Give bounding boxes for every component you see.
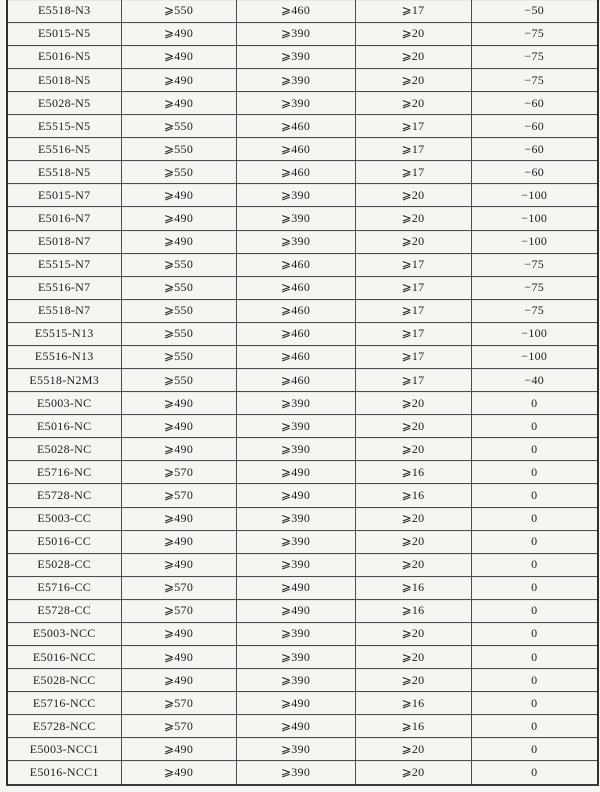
table-row [7, 484, 598, 507]
value-cell: ⩾460 [236, 299, 355, 322]
table-row [7, 22, 598, 45]
value-cell: ⩾17 [355, 322, 471, 345]
value-cell: 0 [471, 484, 598, 507]
designation-cell: E5518-N2M3 [7, 369, 121, 392]
table-row [7, 715, 598, 738]
value-cell: ⩾20 [355, 438, 471, 461]
designation-cell: E5016-N5 [7, 45, 121, 68]
value-cell: ⩾570 [121, 484, 236, 507]
table-row [7, 692, 598, 715]
value-cell: ⩾490 [121, 645, 236, 668]
value-cell: ⩾460 [236, 345, 355, 368]
value-cell: −75 [471, 69, 598, 92]
value-cell: ⩾550 [121, 253, 236, 276]
value-cell: ⩾490 [121, 507, 236, 530]
value-cell: ⩾17 [355, 138, 471, 161]
designation-cell: E5003-NCC [7, 622, 121, 645]
table-row [7, 392, 598, 415]
value-cell: ⩾570 [121, 599, 236, 622]
value-cell: ⩾550 [121, 369, 236, 392]
designation-cell: E5515-N7 [7, 253, 121, 276]
value-cell: −60 [471, 92, 598, 115]
value-cell: ⩾17 [355, 369, 471, 392]
designation-cell: E5728-NC [7, 484, 121, 507]
value-cell: ⩾17 [355, 161, 471, 184]
designation-cell: E5016-NCC [7, 645, 121, 668]
value-cell: −40 [471, 369, 598, 392]
designation-cell: E5518-N3 [7, 0, 121, 22]
table-row [7, 322, 598, 345]
value-cell: ⩾20 [355, 738, 471, 761]
designation-cell: E5016-N7 [7, 207, 121, 230]
table-row [7, 738, 598, 761]
table-row [7, 345, 598, 368]
value-cell: −60 [471, 161, 598, 184]
value-cell: ⩾17 [355, 115, 471, 138]
value-cell: ⩾390 [236, 438, 355, 461]
table-row [7, 45, 598, 68]
value-cell: ⩾490 [236, 461, 355, 484]
designation-cell: E5003-NC [7, 392, 121, 415]
value-cell: ⩾20 [355, 69, 471, 92]
value-cell: ⩾460 [236, 0, 355, 22]
value-cell: ⩾17 [355, 299, 471, 322]
designation-cell: E5003-CC [7, 507, 121, 530]
value-cell: ⩾20 [355, 645, 471, 668]
table-row [7, 761, 598, 785]
value-cell: ⩾550 [121, 276, 236, 299]
designation-cell: E5028-CC [7, 553, 121, 576]
table-row [7, 276, 598, 299]
designation-cell: E5728-CC [7, 599, 121, 622]
value-cell: 0 [471, 738, 598, 761]
value-cell: ⩾490 [121, 622, 236, 645]
table-row [7, 184, 598, 207]
value-cell: ⩾460 [236, 276, 355, 299]
table-row [7, 299, 598, 322]
designation-cell: E5003-NCC1 [7, 738, 121, 761]
value-cell: ⩾460 [236, 161, 355, 184]
value-cell: ⩾390 [236, 622, 355, 645]
value-cell: 0 [471, 576, 598, 599]
value-cell: ⩾17 [355, 253, 471, 276]
value-cell: ⩾390 [236, 69, 355, 92]
value-cell: ⩾390 [236, 761, 355, 785]
value-cell: ⩾390 [236, 230, 355, 253]
designation-cell: E5028-N5 [7, 92, 121, 115]
table-row [7, 415, 598, 438]
designation-cell: E5716-NC [7, 461, 121, 484]
designation-cell: E5516-N7 [7, 276, 121, 299]
table-row [7, 461, 598, 484]
value-cell: ⩾390 [236, 207, 355, 230]
designation-cell: E5518-N5 [7, 161, 121, 184]
value-cell: −50 [471, 0, 598, 22]
value-cell: ⩾20 [355, 669, 471, 692]
value-cell: ⩾490 [121, 761, 236, 785]
value-cell: ⩾570 [121, 692, 236, 715]
table-row [7, 645, 598, 668]
designation-cell: E5516-N5 [7, 138, 121, 161]
table-row [7, 138, 598, 161]
value-cell: −100 [471, 345, 598, 368]
value-cell: 0 [471, 553, 598, 576]
table-row [7, 69, 598, 92]
value-cell: 0 [471, 415, 598, 438]
value-cell: ⩾490 [236, 599, 355, 622]
value-cell: ⩾460 [236, 138, 355, 161]
value-cell: −75 [471, 45, 598, 68]
value-cell: 0 [471, 645, 598, 668]
table-row [7, 230, 598, 253]
value-cell: ⩾17 [355, 276, 471, 299]
value-cell: ⩾460 [236, 253, 355, 276]
table-row [7, 92, 598, 115]
value-cell: ⩾390 [236, 738, 355, 761]
value-cell: ⩾20 [355, 507, 471, 530]
value-cell: ⩾390 [236, 92, 355, 115]
value-cell: ⩾490 [121, 69, 236, 92]
value-cell: ⩾490 [236, 484, 355, 507]
designation-cell: E5018-N7 [7, 230, 121, 253]
value-cell: ⩾490 [236, 692, 355, 715]
value-cell: −60 [471, 138, 598, 161]
value-cell: ⩾20 [355, 622, 471, 645]
table-row [7, 161, 598, 184]
table-row [7, 622, 598, 645]
value-cell: ⩾490 [121, 92, 236, 115]
value-cell: −60 [471, 115, 598, 138]
value-cell: 0 [471, 530, 598, 553]
value-cell: 0 [471, 438, 598, 461]
designation-cell: E5028-NCC [7, 669, 121, 692]
value-cell: 0 [471, 599, 598, 622]
value-cell: ⩾16 [355, 715, 471, 738]
value-cell: ⩾490 [121, 553, 236, 576]
value-cell: ⩾490 [121, 530, 236, 553]
value-cell: ⩾460 [236, 115, 355, 138]
designation-cell: E5515-N5 [7, 115, 121, 138]
value-cell: ⩾390 [236, 392, 355, 415]
value-cell: ⩾550 [121, 115, 236, 138]
value-cell: ⩾17 [355, 0, 471, 22]
value-cell: ⩾20 [355, 415, 471, 438]
table-row [7, 207, 598, 230]
value-cell: 0 [471, 622, 598, 645]
value-cell: ⩾460 [236, 322, 355, 345]
value-cell: ⩾490 [121, 45, 236, 68]
table-row [7, 438, 598, 461]
table-row [7, 0, 598, 22]
value-cell: ⩾390 [236, 45, 355, 68]
value-cell: ⩾20 [355, 207, 471, 230]
table-row [7, 253, 598, 276]
value-cell: −75 [471, 276, 598, 299]
designation-cell: E5015-N5 [7, 22, 121, 45]
designation-cell: E5515-N13 [7, 322, 121, 345]
table-row [7, 553, 598, 576]
value-cell: 0 [471, 507, 598, 530]
value-cell: ⩾390 [236, 184, 355, 207]
value-cell: ⩾20 [355, 392, 471, 415]
designation-cell: E5018-N5 [7, 69, 121, 92]
table-container [6, 0, 597, 786]
value-cell: ⩾17 [355, 345, 471, 368]
value-cell: ⩾16 [355, 484, 471, 507]
value-cell: ⩾390 [236, 553, 355, 576]
value-cell: ⩾20 [355, 92, 471, 115]
value-cell: ⩾490 [236, 576, 355, 599]
value-cell: ⩾390 [236, 22, 355, 45]
value-cell: ⩾16 [355, 599, 471, 622]
designation-cell: E5728-NCC [7, 715, 121, 738]
value-cell: ⩾550 [121, 161, 236, 184]
value-cell: ⩾570 [121, 576, 236, 599]
value-cell: ⩾20 [355, 553, 471, 576]
value-cell: ⩾16 [355, 461, 471, 484]
table-row [7, 599, 598, 622]
value-cell: ⩾390 [236, 669, 355, 692]
designation-cell: E5015-N7 [7, 184, 121, 207]
value-cell: ⩾20 [355, 230, 471, 253]
designation-cell: E5016-NCC1 [7, 761, 121, 785]
value-cell: −75 [471, 299, 598, 322]
designation-cell: E5516-N13 [7, 345, 121, 368]
value-cell: ⩾490 [121, 184, 236, 207]
value-cell: ⩾490 [121, 230, 236, 253]
value-cell: 0 [471, 692, 598, 715]
designation-cell: E5716-CC [7, 576, 121, 599]
value-cell: ⩾490 [121, 738, 236, 761]
table-row [7, 369, 598, 392]
value-cell: ⩾490 [121, 22, 236, 45]
value-cell: ⩾550 [121, 0, 236, 22]
table-row [7, 115, 598, 138]
value-cell: ⩾16 [355, 576, 471, 599]
designation-cell: E5716-NCC [7, 692, 121, 715]
value-cell: ⩾20 [355, 184, 471, 207]
value-cell: −75 [471, 253, 598, 276]
value-cell: ⩾550 [121, 138, 236, 161]
value-cell: −100 [471, 322, 598, 345]
value-cell: ⩾20 [355, 530, 471, 553]
value-cell: 0 [471, 715, 598, 738]
value-cell: ⩾390 [236, 507, 355, 530]
value-cell: 0 [471, 392, 598, 415]
value-cell: ⩾490 [121, 207, 236, 230]
value-cell: ⩾390 [236, 530, 355, 553]
value-cell: ⩾20 [355, 45, 471, 68]
value-cell: ⩾490 [121, 669, 236, 692]
value-cell: −100 [471, 207, 598, 230]
table-body [7, 0, 598, 785]
value-cell: ⩾550 [121, 299, 236, 322]
table-row [7, 669, 598, 692]
value-cell: ⩾490 [121, 415, 236, 438]
table-row [7, 530, 598, 553]
designation-cell: E5016-NC [7, 415, 121, 438]
value-cell: ⩾16 [355, 692, 471, 715]
electrode-properties-table [6, 0, 599, 786]
value-cell: ⩾490 [121, 392, 236, 415]
value-cell: ⩾570 [121, 715, 236, 738]
value-cell: ⩾460 [236, 369, 355, 392]
table-row [7, 576, 598, 599]
value-cell: ⩾550 [121, 345, 236, 368]
designation-cell: E5518-N7 [7, 299, 121, 322]
table-row [7, 507, 598, 530]
value-cell: ⩾490 [236, 715, 355, 738]
designation-cell: E5016-CC [7, 530, 121, 553]
value-cell: 0 [471, 461, 598, 484]
value-cell: 0 [471, 761, 598, 785]
value-cell: ⩾20 [355, 22, 471, 45]
value-cell: −100 [471, 230, 598, 253]
value-cell: ⩾490 [121, 438, 236, 461]
value-cell: 0 [471, 669, 598, 692]
value-cell: −75 [471, 22, 598, 45]
value-cell: ⩾570 [121, 461, 236, 484]
value-cell: ⩾20 [355, 761, 471, 785]
designation-cell: E5028-NC [7, 438, 121, 461]
value-cell: ⩾390 [236, 415, 355, 438]
value-cell: ⩾390 [236, 645, 355, 668]
value-cell: −100 [471, 184, 598, 207]
value-cell: ⩾550 [121, 322, 236, 345]
